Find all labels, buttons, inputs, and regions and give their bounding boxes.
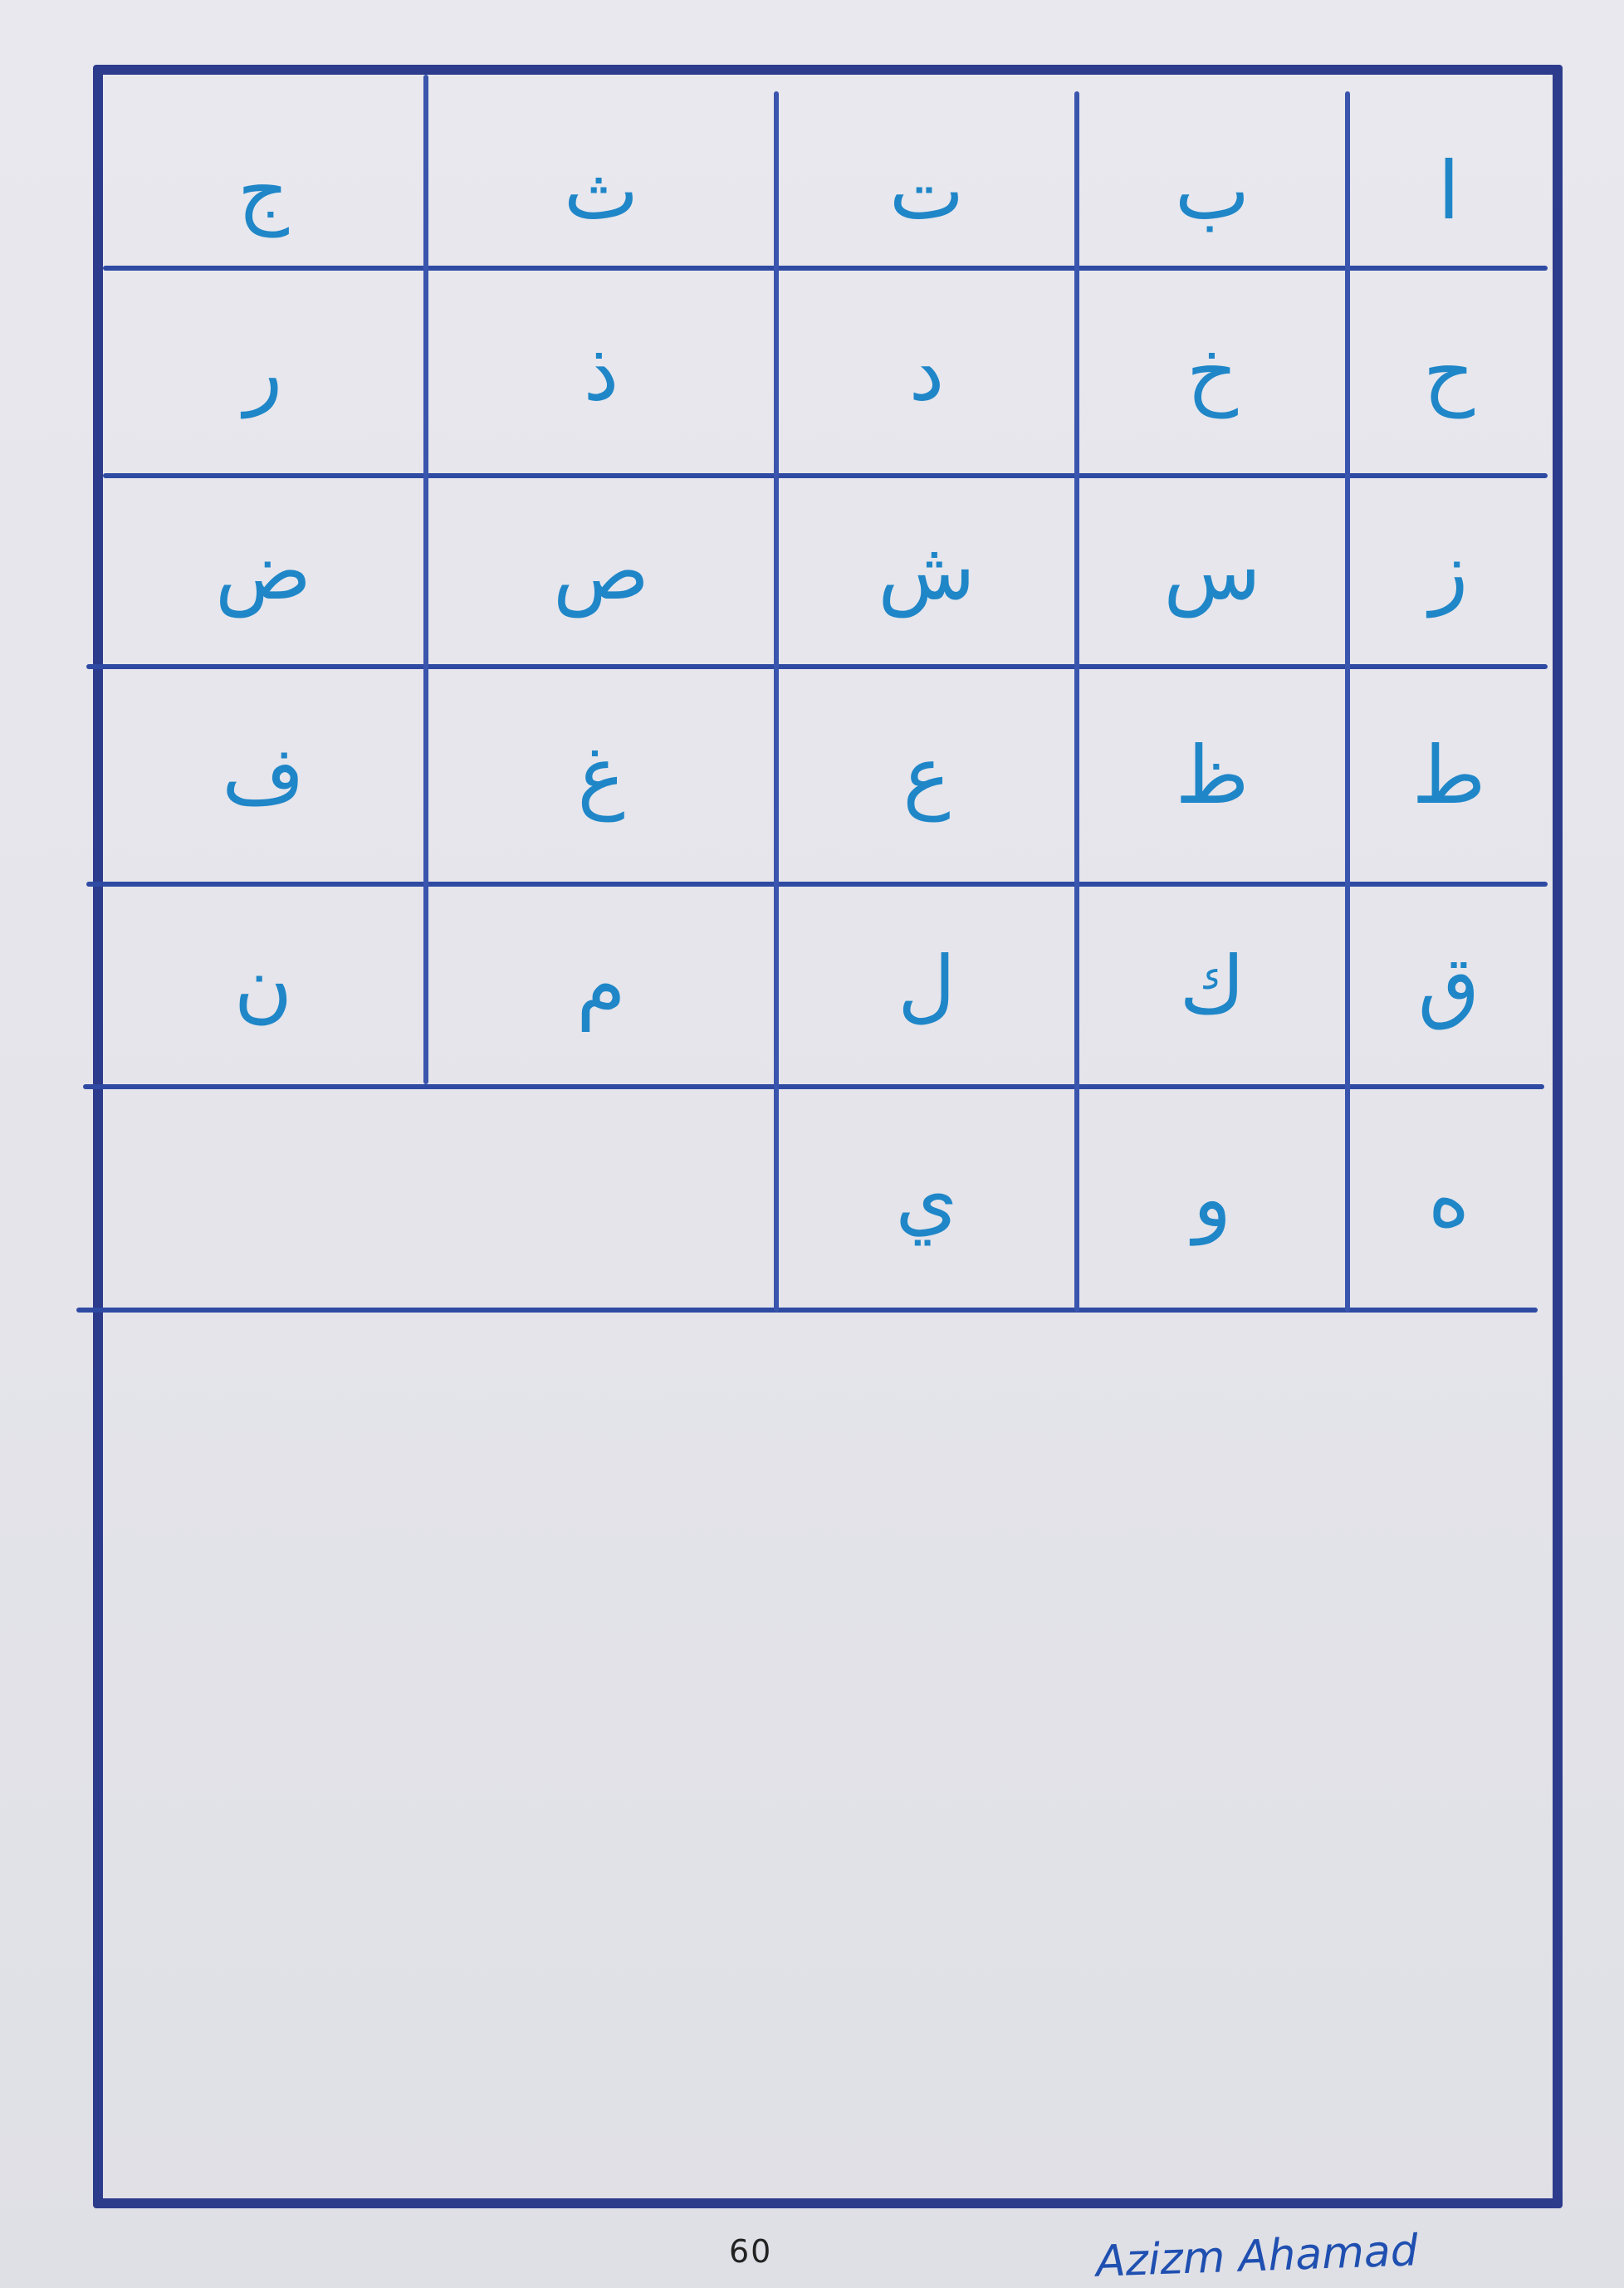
letter-ba: ب: [1174, 144, 1250, 237]
letter-ya: ي: [895, 1151, 958, 1245]
letter-ra: ر: [243, 325, 283, 418]
letter-dad: ض: [214, 525, 312, 618]
letter-zaa: ظ: [1175, 729, 1250, 822]
letter-kaf: ك: [1179, 939, 1245, 1032]
grid-line-h6: [76, 1308, 1538, 1313]
letter-jim: ج: [237, 144, 289, 237]
letter-fa: ف: [222, 729, 305, 822]
letter-qaf: ق: [1417, 939, 1480, 1032]
letter-sad: ص: [552, 525, 650, 618]
letter-alif: ا: [1437, 144, 1460, 237]
letter-mim: م: [576, 939, 626, 1032]
letter-ayn: ع: [902, 729, 951, 822]
letter-lam: ل: [898, 939, 956, 1032]
letter-haa: ه: [1427, 1151, 1470, 1245]
letter-shin: ش: [878, 525, 976, 618]
letter-nun: ن: [233, 939, 293, 1032]
page-number: 60: [729, 2233, 773, 2270]
letter-kha: خ: [1186, 325, 1238, 418]
letter-zay: ز: [1429, 525, 1469, 618]
letter-tha: ث: [563, 144, 639, 237]
letter-dal: د: [908, 325, 945, 418]
letter-sin: س: [1163, 525, 1261, 618]
letter-ha: ح: [1423, 325, 1475, 418]
letter-ghayn: غ: [577, 729, 625, 822]
letter-dhal: ذ: [583, 325, 619, 418]
letter-waw: و: [1192, 1151, 1232, 1245]
author-signature: Azizm Ahamad: [1095, 2226, 1419, 2287]
letter-taa: ط: [1411, 729, 1486, 822]
letter-ta: ت: [888, 144, 965, 237]
